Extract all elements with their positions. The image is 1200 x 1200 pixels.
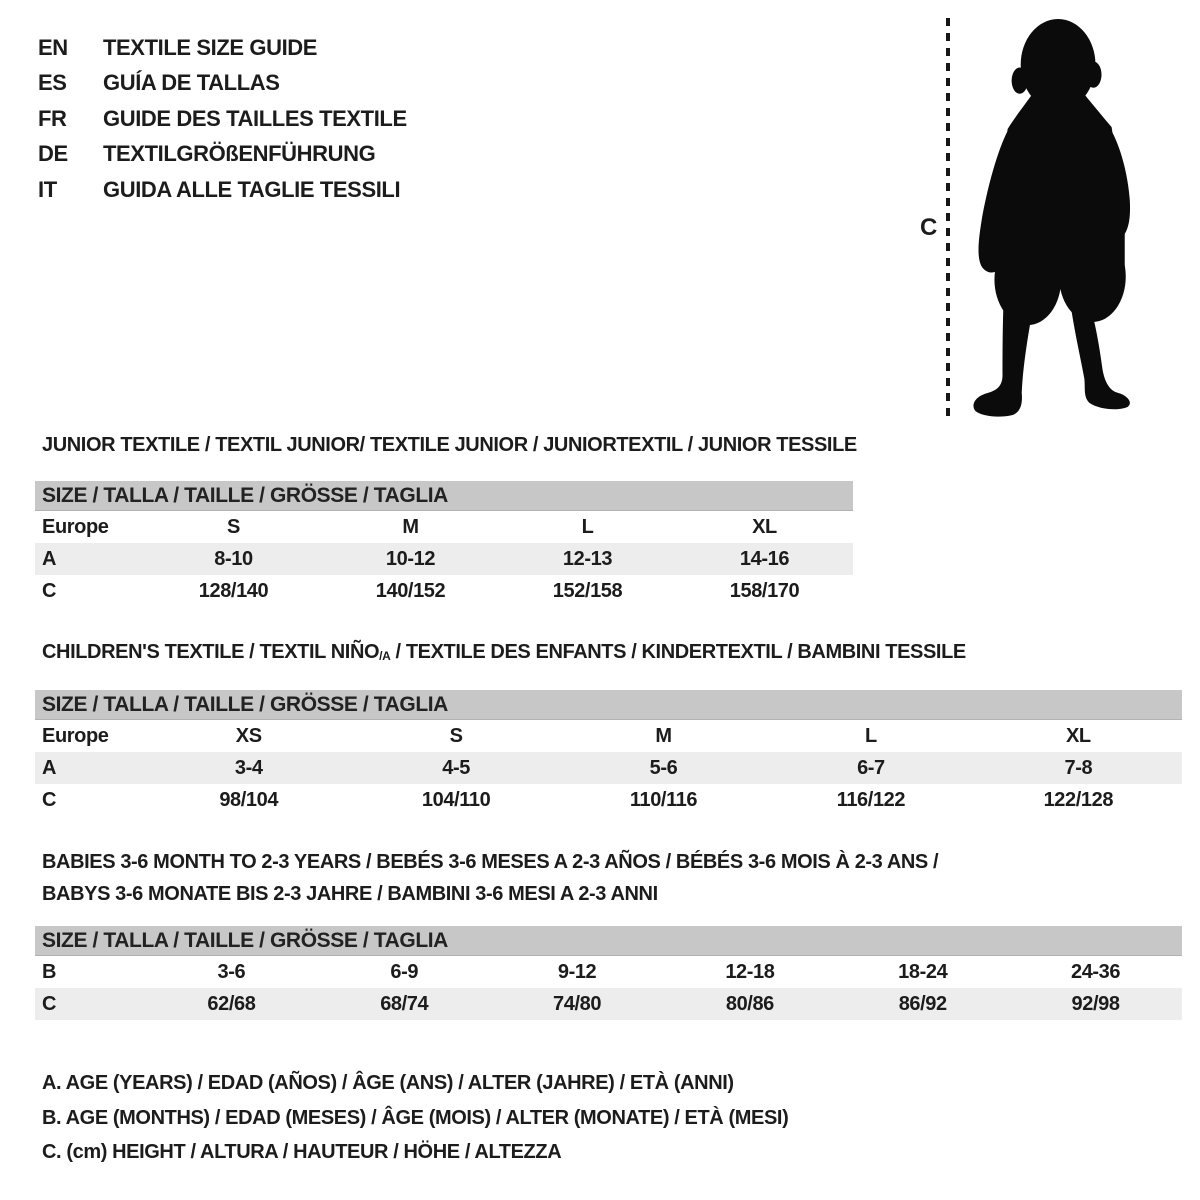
table-cell: 18-24 <box>898 960 948 983</box>
table-cell: 6-7 <box>857 756 885 779</box>
guide-title-es: GUÍA DE TALLAS <box>103 70 280 96</box>
table-cell: 68/74 <box>380 992 429 1015</box>
table-cell: 10-12 <box>385 547 436 570</box>
table-cell: 152/158 <box>552 579 623 602</box>
row-label: C <box>42 579 57 602</box>
table-cell: 122/128 <box>1043 788 1114 811</box>
column-header: XL <box>752 515 777 538</box>
table-cell: 14-16 <box>739 547 790 570</box>
footnote-b: B. AGE (MONTHS) / EDAD (MESES) / ÂGE (MOIS) / ALTER (MONATE) / ETÀ (MESI) <box>42 1107 789 1129</box>
language-code: ES <box>38 70 67 96</box>
junior-column-header-row <box>35 511 853 543</box>
babies-size-table <box>35 926 1182 1020</box>
language-row-es <box>38 66 407 102</box>
table-cell: 4-5 <box>442 756 470 779</box>
table-cell: 110/116 <box>629 788 698 811</box>
babies-row-c <box>35 988 1182 1020</box>
column-header: L <box>581 515 594 538</box>
junior-size-table <box>35 481 853 607</box>
language-code: EN <box>38 34 68 60</box>
row-label: C <box>42 992 57 1015</box>
column-header: XL <box>1065 724 1091 747</box>
guide-title-en: TEXTILE SIZE GUIDE <box>103 34 318 60</box>
region-label: Europe <box>42 515 109 538</box>
column-header: M <box>655 724 672 747</box>
children-title-text: CHILDREN'S TEXTILE / TEXTIL NIÑO <box>42 641 380 663</box>
height-measure-figure <box>920 14 1200 426</box>
table-cell: 86/92 <box>898 992 947 1015</box>
table-cell: 104/110 <box>421 788 491 811</box>
row-label: A <box>42 547 57 570</box>
table-cell: 92/98 <box>1071 992 1120 1015</box>
row-label: C <box>42 788 57 811</box>
height-dashed-line <box>946 18 950 418</box>
children-column-header-row <box>35 720 1182 752</box>
column-header: M <box>402 515 419 538</box>
size-header-bar: SIZE / TALLA / TAILLE / GRÖSSE / TAGLIA <box>35 926 1182 956</box>
table-cell: 24-36 <box>1070 960 1121 983</box>
junior-section-title: JUNIOR TEXTILE / TEXTIL JUNIOR/ TEXTILE JUNIOR / JUNIORTEXTIL / JUNIOR TESSILE <box>42 434 857 456</box>
language-row-de <box>38 137 407 173</box>
size-header-bar: SIZE / TALLA / TAILLE / GRÖSSE / TAGLIA <box>35 690 1182 720</box>
column-header: S <box>227 515 240 538</box>
children-title-subscript: /A <box>379 649 391 663</box>
language-row-fr <box>38 101 407 137</box>
table-cell: 128/140 <box>198 579 269 602</box>
junior-row-c <box>35 575 853 607</box>
table-cell: 12-18 <box>725 960 775 983</box>
language-code: DE <box>38 141 68 167</box>
table-cell: 80/86 <box>725 992 774 1015</box>
column-header: XS <box>235 724 262 747</box>
children-title-text: / TEXTILE DES ENFANTS / KINDERTEXTIL / BAMBINI TESSILE <box>390 641 966 663</box>
table-cell: 5-6 <box>649 756 678 779</box>
table-cell: 116/122 <box>836 788 906 811</box>
footnote-a: A. AGE (YEARS) / EDAD (AÑOS) / ÂGE (ANS) / ALTER (JAHRE) / ETÀ (ANNI) <box>42 1072 734 1094</box>
table-cell: 12-13 <box>562 547 613 570</box>
table-cell: 3-4 <box>234 756 263 779</box>
region-label: Europe <box>42 724 109 747</box>
children-size-table <box>35 690 1182 816</box>
table-cell: 8-10 <box>214 547 253 570</box>
table-cell: 7-8 <box>1064 756 1093 779</box>
language-code: IT <box>38 176 57 202</box>
table-cell: 3-6 <box>217 960 246 983</box>
language-code: FR <box>38 105 67 131</box>
guide-title-de: TEXTILGRÖßENFÜHRUNG <box>103 141 376 167</box>
column-header: L <box>865 724 877 747</box>
guide-title-it: GUIDA ALLE TAGLIE TESSILI <box>103 176 401 202</box>
table-cell: 140/152 <box>375 579 446 602</box>
language-row-en <box>38 30 407 66</box>
table-cell: 98/104 <box>219 788 279 811</box>
children-section-title <box>42 641 966 664</box>
measure-c-label: C <box>920 214 938 241</box>
table-cell: 74/80 <box>553 992 602 1015</box>
table-cell: 9-12 <box>557 960 597 983</box>
language-row-it <box>38 172 407 208</box>
children-row-a <box>35 752 1182 784</box>
toddler-silhouette <box>968 14 1132 418</box>
table-cell: 6-9 <box>390 960 419 983</box>
row-label: B <box>42 960 57 983</box>
column-header: S <box>449 724 463 747</box>
babies-row-b <box>35 956 1182 988</box>
guide-title-fr: GUIDE DES TAILLES TEXTILE <box>103 105 407 131</box>
babies-section-title-line1: BABIES 3-6 MONTH TO 2-3 YEARS / BEBÉS 3-6 MESES A 2-3 AÑOS / BÉBÉS 3-6 MOIS À 2-3 ANS / <box>42 851 939 873</box>
table-cell: 158/170 <box>729 579 800 602</box>
size-header-bar: SIZE / TALLA / TAILLE / GRÖSSE / TAGLIA <box>35 481 853 511</box>
junior-row-a <box>35 543 853 575</box>
row-label: A <box>42 756 57 779</box>
babies-section-title-line2: BABYS 3-6 MONATE BIS 2-3 JAHRE / BAMBINI 3-6 MESI A 2-3 ANNI <box>42 883 658 905</box>
footnote-c: C. (cm) HEIGHT / ALTURA / HAUTEUR / HÖHE / ALTEZZA <box>42 1141 562 1163</box>
table-cell: 62/68 <box>207 992 256 1015</box>
language-title-block <box>38 30 407 208</box>
children-row-c <box>35 784 1182 816</box>
